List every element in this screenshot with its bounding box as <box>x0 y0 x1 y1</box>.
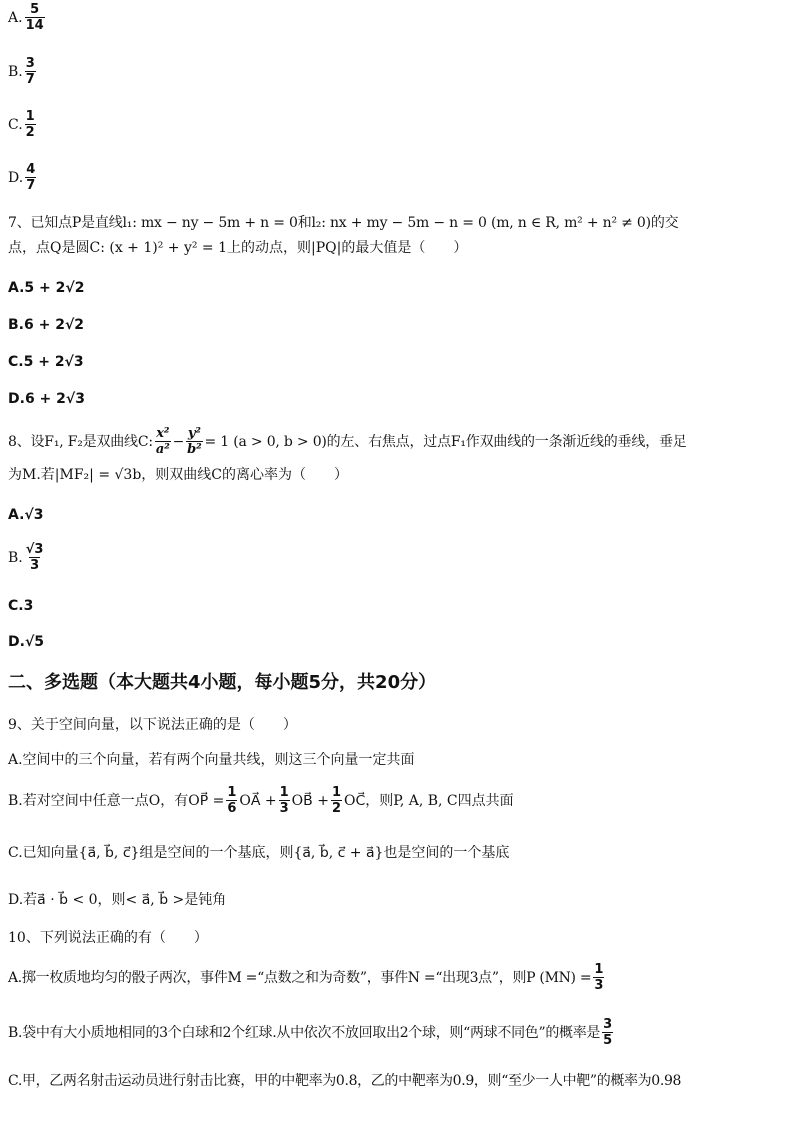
q9-option-c: C.已知向量{a⃗, b⃗, c⃗}组是空间的一个基底，则{a⃗, b⃗, c⃗ + a⃗}也是空间的一个基底 <box>8 845 510 861</box>
option-label: A. <box>8 9 23 26</box>
numerator: 4 <box>26 162 36 177</box>
denominator: 2 <box>331 801 341 816</box>
q7-option-a: A.5 + 2√2 <box>8 280 85 296</box>
q9-option-a: A.空间中的三个向量，若有两个向量共线，则这三个向量一定共面 <box>8 752 415 768</box>
option-label: D. <box>8 169 24 186</box>
denominator: 14 <box>25 18 44 33</box>
numerator: 1 <box>279 785 289 800</box>
fraction-x2-a2 <box>155 426 171 457</box>
text: OC⃗，则P, A, B, C四点共面 <box>343 792 514 809</box>
denominator: 2 <box>25 125 35 140</box>
numerator: √3 <box>25 542 44 557</box>
fraction <box>25 162 36 193</box>
text: OA⃗ + <box>239 792 277 809</box>
text: 8、设F₁, F₂是双曲线C: <box>8 433 153 450</box>
q6-option-a <box>8 2 47 33</box>
q8-option-c: C.3 <box>8 598 34 614</box>
fraction <box>226 785 237 816</box>
fraction <box>25 542 45 573</box>
q8-option-b <box>8 542 46 573</box>
denominator: 3 <box>279 801 289 816</box>
numerator: 3 <box>603 1017 612 1032</box>
q6-option-c <box>8 109 38 140</box>
q10-option-a <box>8 962 606 993</box>
q7-option-c: C.5 + 2√3 <box>8 354 84 370</box>
text: B.若对空间中任意一点O，有OP⃗ = <box>8 792 225 809</box>
denominator: 5 <box>603 1033 612 1048</box>
denominator: 7 <box>26 178 36 193</box>
fraction <box>25 2 45 33</box>
q8-option-a: A.√3 <box>8 507 44 523</box>
q7-option-d: D.6 + 2√3 <box>8 391 85 407</box>
option-label: C. <box>8 116 23 133</box>
denominator: 3 <box>30 558 40 573</box>
text: A.掷一枚质地均匀的骰子两次，事件M =“点数之和为奇数”，事件N =“出现3点”，则P (MN) = <box>8 969 592 986</box>
option-label: B. <box>8 63 23 80</box>
q10-option-c: C.甲，乙两名射击运动员进行射击比赛，甲的中靶率为0.8，乙的中靶率为0.9，则“至少一人中靶”的概率为0.98 <box>8 1073 682 1089</box>
numerator: 1 <box>227 785 237 800</box>
minus-sign: − <box>172 433 185 450</box>
option-label: B. <box>8 549 23 566</box>
fraction <box>25 109 36 140</box>
numerator: 5 <box>30 2 40 17</box>
fraction <box>593 962 604 993</box>
q8-option-d: D.√5 <box>8 634 45 650</box>
fraction <box>602 1017 613 1048</box>
q6-option-d <box>8 162 38 193</box>
numerator: y² <box>187 426 201 441</box>
q7-option-b: B.6 + 2√2 <box>8 317 85 333</box>
q8-stem-line2: 为M.若|MF₂| = √3b，则双曲线C的离心率为（ ） <box>8 467 349 483</box>
text: B.袋中有大小质地相同的3个白球和2个红球.从中依次不放回取出2个球，则“两球不同色”的概率是 <box>8 1024 601 1041</box>
denominator: 3 <box>594 978 604 993</box>
denominator: 6 <box>227 801 237 816</box>
numerator: 3 <box>25 56 35 71</box>
denominator: 7 <box>25 72 35 87</box>
q9-stem: 9、关于空间向量，以下说法正确的是（ ） <box>8 717 297 733</box>
q10-option-b <box>8 1017 615 1048</box>
numerator: 1 <box>594 962 604 977</box>
q6-option-b <box>8 56 38 87</box>
section-title-multiple-choice: 二、多选题（本大题共4小题，每小题5分，共20分） <box>8 672 437 693</box>
fraction <box>279 785 290 816</box>
fraction <box>331 785 342 816</box>
q7-stem-line1: 7、已知点P是直线l₁: mx − ny − 5m + n = 0和l₂: nx + my − 5m − n = 0 (m, n ∈ R, m² + n² ≠ 0)的交 <box>8 215 679 231</box>
numerator: 1 <box>331 785 341 800</box>
q10-stem: 10、下列说法正确的有（ ） <box>8 930 208 946</box>
numerator: x² <box>156 426 170 441</box>
fraction <box>25 56 36 87</box>
fraction-y2-b2 <box>186 426 202 457</box>
numerator: 1 <box>25 109 35 124</box>
denominator: b² <box>187 442 202 457</box>
text: OB⃗ + <box>291 792 329 809</box>
q7-stem-line2: 点，点Q是圆C: (x + 1)² + y² = 1上的动点，则|PQ|的最大值是（ ） <box>8 240 468 256</box>
q9-option-d: D.若a⃗ · b⃗ < 0，则< a⃗, b⃗ >是钝角 <box>8 892 227 908</box>
text: = 1 (a > 0, b > 0)的左、右焦点，过点F₁作双曲线的一条渐近线的垂线，垂足 <box>204 433 687 450</box>
q8-stem-line1 <box>8 426 687 457</box>
denominator: a² <box>155 442 170 457</box>
q9-option-b <box>8 785 514 816</box>
